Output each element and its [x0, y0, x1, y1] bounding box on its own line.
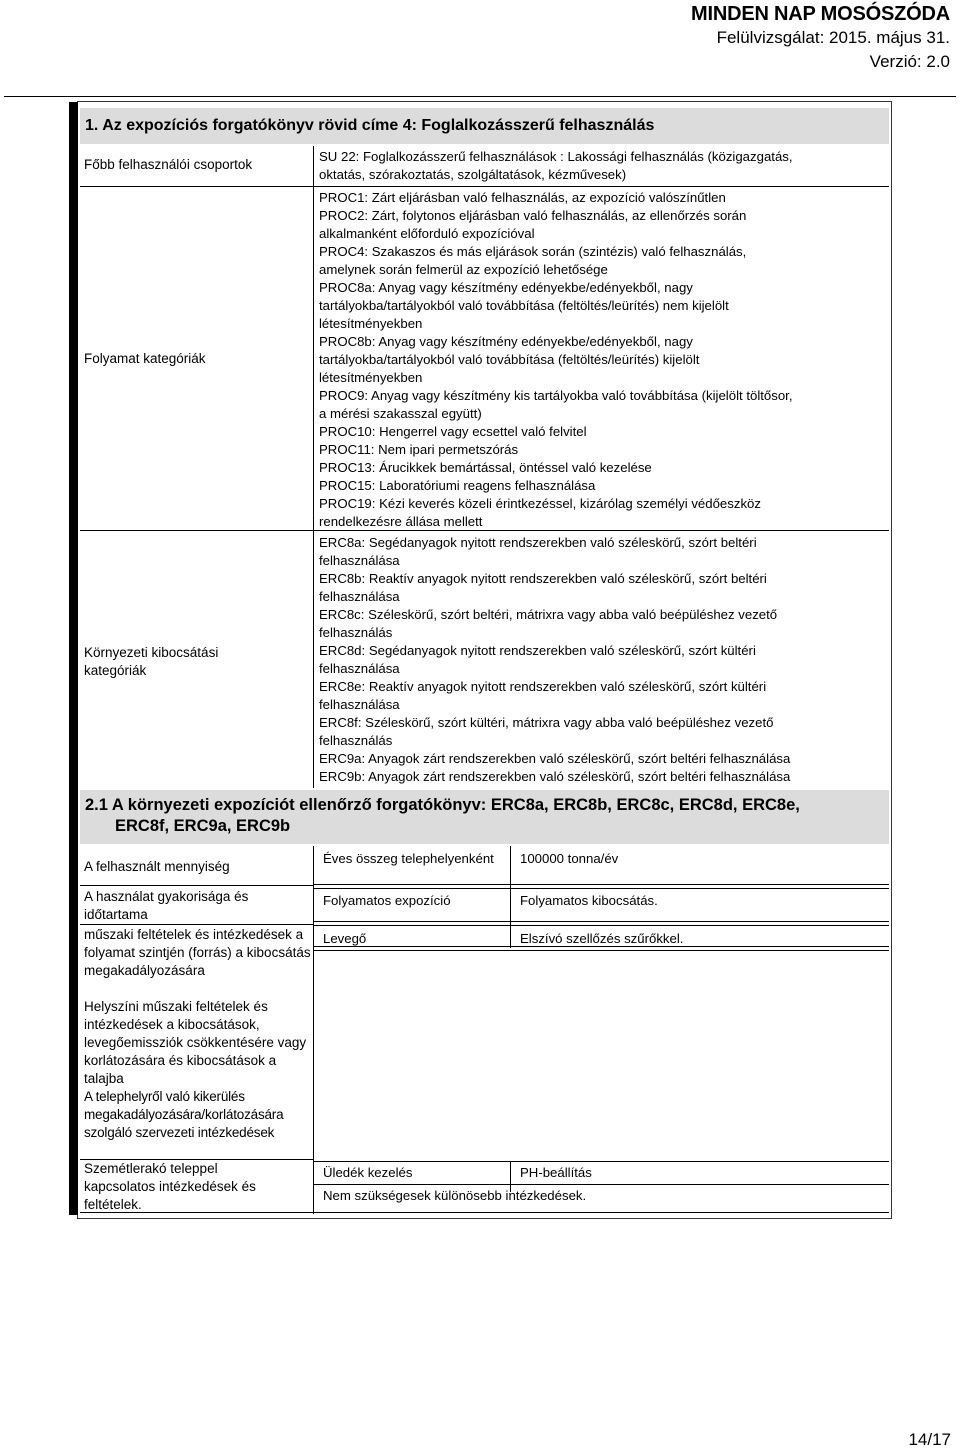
text-line: PROC9: Anyag vagy készítmény kis tartályokba való továbbítása (kijelölt töltősor, — [319, 388, 793, 403]
row-divider — [313, 1161, 889, 1162]
label-organisational-measures: A telephelyről való kikerülés megakadályozására/korlátozására szolgáló szervezeti intézkedések — [84, 1089, 284, 1140]
label-onsite-technical-conditions: Helyszíni műszaki feltételek és intézkedések a kibocsátások, levegőemissziók csökkentésére vagy korlátozására és kibocsátások a talajba — [84, 999, 307, 1086]
text-line: PROC10: Hengerrel vagy ecsettel való felvitel — [319, 424, 587, 439]
revision-date: Felülvizsgálat: 2015. május 31. — [716, 28, 950, 47]
column-divider — [313, 846, 314, 1214]
text-line: ERC8b: Reaktív anyagok nyitott rendszerekben való széleskörű, szórt beltéri — [319, 571, 767, 586]
document-title: MINDEN NAP MOSÓSZÓDA — [691, 3, 950, 25]
label-landfill-measures: Szemétlerakó teleppel kapcsolatos intézkedések és feltételek. — [84, 1161, 256, 1212]
row-divider — [80, 186, 889, 187]
column-divider — [510, 846, 511, 948]
text-line: felhasználása — [319, 697, 400, 712]
text-line: ERC9a: Anyagok zárt rendszerekben való széleskörű, szórt beltéri felhasználása — [319, 751, 791, 766]
text-line: PROC11: Nem ipari permetszórás — [319, 442, 519, 457]
amount-value: 100000 tonna/év — [520, 851, 619, 866]
label-technical-conditions-process: műszaki feltételek és intézkedések a folyamat szintjén (forrás) a kibocsátás megakadályozására — [84, 927, 311, 978]
ph-label: PH-beállítás — [520, 1165, 592, 1180]
text-line: SU 22: Foglalkozásszerű felhasználások : Lakossági felhasználás (közigazgatás, — [319, 149, 793, 164]
text-line: felhasználás — [319, 625, 393, 640]
text-line: PROC8b: Anyag vagy készítmény edényekbe/edényekből, nagy — [319, 334, 693, 349]
double-divider — [313, 884, 889, 889]
text-line: oktatás, szórakoztatás, szolgáltatások, kézművesek) — [319, 167, 627, 182]
text-line: ERC9b: Anyagok zárt rendszerekben való széleskörű, szórt beltéri felhasználása — [319, 769, 791, 784]
section-2-heading — [80, 790, 889, 844]
user-groups-text — [319, 148, 793, 184]
row-label-process-categories: Folyamat kategóriák — [84, 351, 206, 366]
text-line: ERC8e: Reaktív anyagok nyitott rendszerekben való széleskörű, szórt kültéri — [319, 679, 767, 694]
row-divider — [80, 924, 313, 925]
row-label-environmental-release: Környezeti kibocsátási kategóriák — [84, 645, 219, 678]
text-line: PROC19: Kézi keverés közeli érintkezéssel, kizárólag személyi védőeszköz — [319, 496, 761, 511]
text-line: PROC1: Zárt eljárásban való felhasználás, az expozíció valószínűtlen — [319, 190, 726, 205]
version-label: Verzió: 2.0 — [869, 52, 950, 71]
text-line: ERC8a: Segédanyagok nyitott rendszerekben való széleskörű, szórt beltéri — [319, 535, 757, 550]
text-line: tartályokba/tartályokból való továbbítása (feltöltés/leürítés) kijelölt — [319, 352, 700, 367]
left-border-bar — [69, 102, 78, 1215]
column-divider — [313, 146, 314, 788]
text-line: PROC13: Árucikkek bemártással, öntéssel való kezelése — [319, 460, 652, 475]
scanned-table-sheet — [77, 101, 892, 1219]
exposure-value: Folyamatos kibocsátás. — [520, 893, 658, 908]
air-value: Elszívó szellőzés szűrőkkel. — [520, 931, 684, 946]
text-line: felhasználása — [319, 661, 400, 676]
sediment-value: Nem szükségesek különösebb intézkedések. — [323, 1188, 587, 1203]
table-bottom-rule — [80, 1212, 889, 1213]
text-line: PROC2: Zárt, folytonos eljárásban való felhasználás, az ellenőrzés során — [319, 208, 747, 223]
environmental-release-text — [319, 534, 790, 786]
double-divider — [313, 921, 889, 926]
text-line: ERC8f: Széleskörű, szórt kültéri, mátrixra vagy abba való beépüléshez vezető — [319, 715, 774, 730]
process-categories-text — [319, 189, 793, 531]
header-rule — [4, 96, 956, 97]
section-2-title-line: 2.1 A környezeti expozíciót ellenőrző forgatókönyv: ERC8a, ERC8b, ERC8c, ERC8d, ERC8e, — [85, 796, 800, 814]
text-line: felhasználása — [319, 553, 400, 568]
double-divider — [313, 946, 889, 951]
text-line: felhasználás — [319, 733, 393, 748]
label-frequency-duration: A használat gyakorisága és időtartama — [84, 889, 249, 922]
text-line: ERC8c: Széleskörű, szórt beltéri, mátrixra vagy abba való beépüléshez vezető — [319, 607, 778, 622]
row-divider — [80, 530, 889, 531]
text-line: PROC8a: Anyag vagy készítmény edényekbe/edényekből, nagy — [319, 280, 693, 295]
text-line: tartályokba/tartályokból való továbbítása (feltöltés/leürítés) nem kijelölt — [319, 298, 729, 313]
text-line: PROC4: Szakaszos és más eljárások során (szintézis) való felhasználás, — [319, 244, 747, 259]
page-header — [691, 2, 950, 74]
air-label: Levegő — [323, 931, 367, 946]
amount-label: Éves összeg telephelyenként — [323, 851, 494, 866]
text-line: ERC8d: Segédanyagok nyitott rendszerekben való széleskörű, szórt kültéri — [319, 643, 756, 658]
sediment-label: Üledék kezelés — [323, 1165, 413, 1180]
row-label-user-groups: Főbb felhasználói csoportok — [84, 157, 253, 172]
row-divider — [80, 885, 313, 886]
text-line: a mérési szakasszal együtt) — [319, 406, 482, 421]
text-line: létesítményekben — [319, 316, 423, 331]
label-amount-used: A felhasznált mennyiség — [84, 859, 230, 874]
section-2-title-line: ERC8f, ERC9a, ERC9b — [115, 817, 291, 835]
section-1-heading: 1. Az expozíciós forgatókönyv rövid címe 4: Foglalkozásszerű felhasználás — [80, 108, 889, 144]
row-divider — [313, 1184, 889, 1185]
text-line: alkalmanként előforduló expozícióval — [319, 226, 535, 241]
text-line: rendelkezésre állása mellett — [319, 514, 483, 529]
exposure-label: Folyamatos expozíció — [323, 893, 451, 908]
page-number: 14/17 — [908, 1430, 951, 1449]
text-line: felhasználása — [319, 589, 400, 604]
text-line: amelynek során felmerül az expozíció lehetősége — [319, 262, 608, 277]
text-line: létesítményekben — [319, 370, 423, 385]
text-line: PROC15: Laboratóriumi reagens felhasználása — [319, 478, 596, 493]
